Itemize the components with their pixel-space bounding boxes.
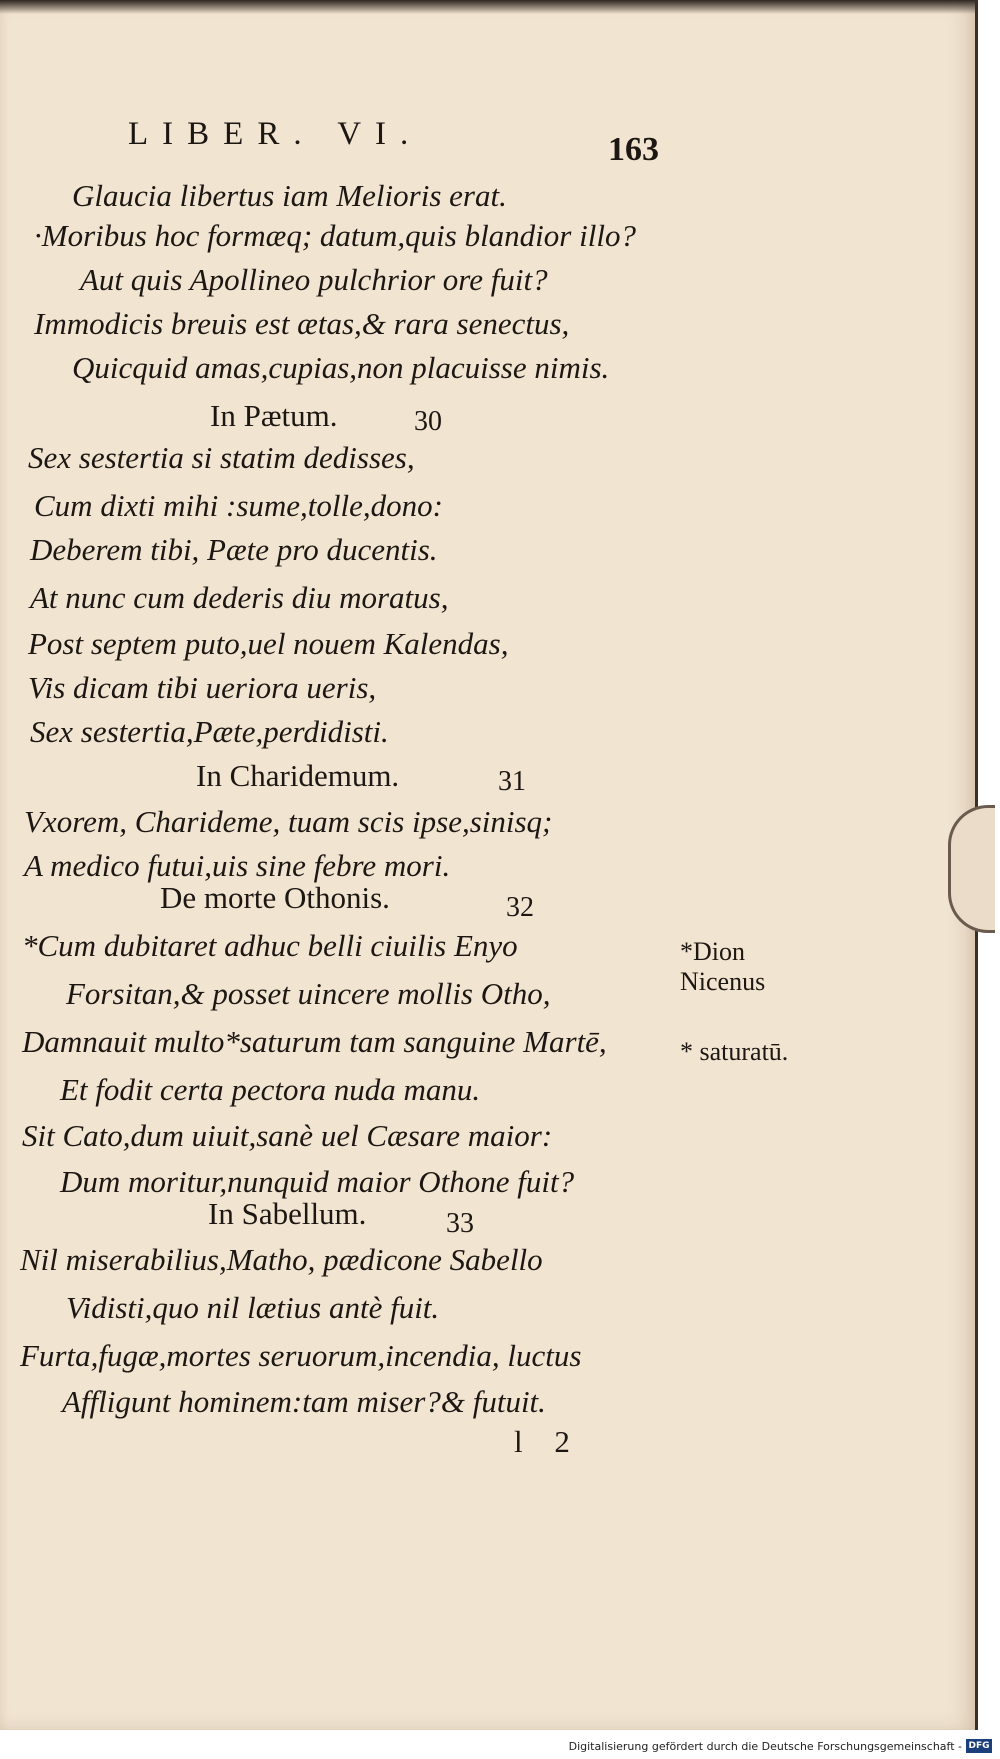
text-line: ·Moribus hoc formæq; datum,quis blandior illo?	[34, 218, 636, 253]
poem-number: 33	[446, 1208, 474, 1239]
text-line: Vidisti,quo nil lætius antè fuit.	[66, 1290, 440, 1325]
poem-number: 31	[498, 766, 526, 797]
text-line: A medico futui,uis sine febre mori.	[24, 848, 451, 883]
text-line: Aut quis Apollineo pulchrior ore fuit?	[80, 262, 548, 297]
text-line: Quicquid amas,cupias,non placuisse nimis.	[72, 350, 610, 385]
text-line: Nil miserabilius,Matho, pædicone Sabello	[20, 1242, 543, 1277]
footer-text: Digitalisierung gefördert durch die Deutsche Forschungsgemeinschaft -	[568, 1739, 962, 1753]
poem-heading: De morte Othonis.	[160, 880, 390, 915]
poem-number: 30	[414, 406, 442, 437]
text-line: Sex sestertia si statim dedisses,	[28, 440, 415, 475]
folio-number: 163	[608, 131, 659, 168]
running-title: LIBER. VI.	[128, 116, 423, 152]
text-line: Affligunt hominem:tam miser?& futuit.	[62, 1384, 546, 1419]
dfg-logo-icon: DFG	[966, 1739, 992, 1753]
text-line: Et fodit certa pectora nuda manu.	[60, 1072, 481, 1107]
digitization-footer	[569, 1739, 992, 1753]
text-line: Glaucia libertus iam Melioris erat.	[72, 178, 507, 213]
catchword: l 2	[514, 1424, 582, 1459]
text-line: Damnauit multo*saturum tam sanguine Martē,	[22, 1024, 607, 1059]
text-line: Sit Cato,dum uiuit,sanè uel Cæsare maior:	[22, 1118, 553, 1153]
text-line: Vis dicam tibi ueriora ueris,	[28, 670, 377, 705]
text-line: Post septem puto,uel nouem Kalendas,	[28, 626, 509, 661]
poem-heading: In Charidemum.	[196, 758, 400, 793]
text-line: Furta,fugæ,mortes seruorum,incendia, luctus	[20, 1338, 582, 1373]
text-line: Cum dixti mihi :sume,tolle,dono:	[34, 488, 443, 523]
margin-note: *Dion	[680, 937, 745, 966]
margin-note: * saturatū.	[680, 1037, 789, 1066]
text-line: Deberem tibi, Pæte pro ducentis.	[30, 532, 438, 567]
text-line: At nunc cum dederis diu moratus,	[30, 580, 449, 615]
text-line: Vxorem, Charideme, tuam scis ipse,sinisq;	[24, 804, 553, 839]
text-line: Forsitan,& posset uincere mollis Otho,	[66, 976, 551, 1011]
margin-note: Nicenus	[680, 967, 766, 996]
page-clip	[948, 805, 995, 933]
poem-heading: In Pætum.	[210, 398, 338, 433]
text-line: Sex sestertia,Pæte,perdidisti.	[30, 714, 389, 749]
text-line: *Cum dubitaret adhuc belli ciuilis Enyo	[22, 928, 518, 963]
poem-heading: In Sabellum.	[208, 1196, 367, 1231]
poem-number: 32	[506, 892, 534, 923]
text-line: Immodicis breuis est ætas,& rara senectus,	[34, 306, 570, 341]
text-line: Dum moritur,nunquid maior Othone fuit?	[60, 1164, 575, 1199]
